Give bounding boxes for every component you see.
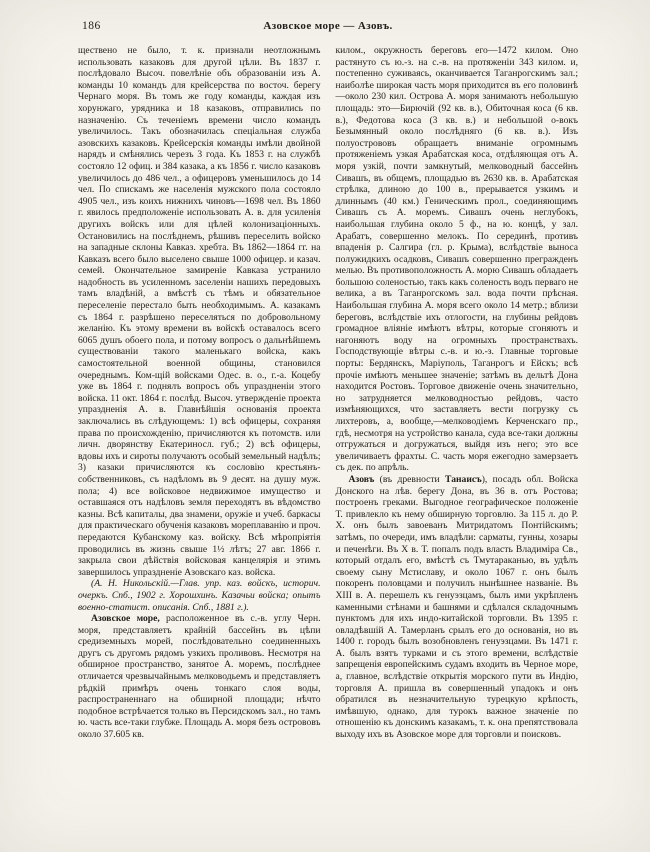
- paragraph-continuation-right: килом., окружность береговъ его—1472 килом. Оно растянуто съ ю.-з. на с.-в. на протяженіи 343 килом. и, постепенно суживаясь, оканчивается Таганрогскимъ зал.; наиболѣе широкая часть моря приходится въ его половинѣ—около 230 кил. Острова А. моря занимаютъ небольшую площадь: это—Бирючій (92 кв. в.), Обиточная коса (6 кв. в.), Федотова коса (3 кв. в.) и небольшой о-вокъ Безымянный около послѣдняго (6 кв. в.). Изъ полуострововъ обращаетъ вниманіе огромнымъ протяженіемъ узкая Арабатская коса, отдѣляющая отъ А. моря узкій, почти замкнутый, мелководный бассейнъ Сивашъ, въ общемъ, площадью въ 2630 кв. в. Арабатская стрѣлка, длиною до 100 в., прерывается узкимъ и длиннымъ (40 км.) Геническимъ прол., соединяющимъ Сивашъ съ А. моремъ. Сивашъ очень неглубокъ, наибольшая глубина около 5 ф., на ю. концѣ, у зал. Арабатъ, совершенно мелокъ. По серединѣ, противъ впаденія р. Салгира (гл. р. Крыма), вслѣдствіе выноса полужидкихъ осадковъ, Сивашъ совершенно прегражденъ мелью. Въ противоположность А. морю Сивашъ обладаетъ большою соленостью, такъ какъ соленость водъ перваго не велика, а въ Таганрогскомъ зал. вода почти прѣсная. Наибольшая глубина А. моря всего около 14 метр.; вблизи береговъ, вслѣдствіе ихъ отлогости, на глубины рейдовъ громадное вліяніе имѣютъ вѣтры, которые сгоняютъ и нагоняютъ воду на огромныхъ пространствахъ. Господствующіе вѣтры с.-в. и ю.-з. Главные торговые порты: Бердянскъ, Маріуполь, Таганрогъ и Ейскъ; всѣ прочіе имѣютъ меньшее значеніе; затѣмъ въ дельтѣ Дона находится Ростовъ. Торговое движеніе очень значительно, но затрудняется мелководностью рейдовъ, часто измѣняющихся, что заставляетъ вести погрузку съ лихтеровъ, а, вообще,—мелководіемъ Керченскаго пр., гдѣ, несмотря на устройство канала, суда все-таки должны отгружаться и догружаться, выйдя изъ него; это все увеличиваетъ фрахты. С. часть моря ежегодно замерзаетъ съ дек. по апрѣль.: [335, 45, 579, 474]
- page-number: 186: [82, 20, 101, 32]
- paragraph-attribution: (А. Н. Никольскій.—Глав. упр. каз. войскъ, историч. очеркъ. Спб., 1902 г. Хорошхинъ. Казачьи войска; опытъ военно-статист. описанія. Спб., 1881 г.).: [78, 578, 321, 613]
- entry-azovskoe-more: [78, 613, 321, 741]
- page-header: [78, 20, 578, 38]
- text-columns: [78, 45, 578, 741]
- entry-azov-parenthetical: (въ древности: [374, 473, 446, 485]
- running-header: Азовское море — Азовъ.: [263, 20, 393, 32]
- entry-azov: [336, 474, 579, 741]
- right-column: [336, 45, 579, 741]
- paragraph-continuation-left: ществено не было, т. к. признали неотложнымъ использовать казаковъ для другой цѣли. Въ 1837 г. послѣдовало Высоч. повелѣніе объ образованіи изъ А. команды 10 командъ для крейсерства по восточ. берегу Чернаго моря. Въ томъ же году команды, каждая изъ хорунжаго, урядника и 18 казаковъ, отправились по назначенію. Съ теченіемъ времени число командъ увеличилось. Такъ обозначилась спеціальная служба азовскихъ казаковъ. Крейсерскія команды имѣли двойной нарядъ и смѣнялись черезъ 3 года. Къ 1853 г. на службѣ состояло 12 офиц. и 384 казака, а къ 1856 г. число казаковъ увеличилось до 486 чел., а офицеровъ уменьшилось до 14 чел. По спискамъ же населенія мужского пола состояло 4905 чел., изъ коихъ нижнихъ чиновъ—1698 чел. Въ 1860 г. явилось предположеніе использовать А. в. для усиленія другихъ войскъ или для цѣлей колонизаціонныхъ. Остановились на послѣднемъ, рѣшивъ переселить войско на западные склоны Кавказ. хребта. Въ 1862—1864 гг. на Кавказъ всего было выселено свыше 1000 офицер. и казач. семей. Окончательное замиреніе Кавказа устранило надобность въ усиленномъ заселеніи нашихъ передовыхъ тамъ владѣній, а вмѣстѣ съ тѣмъ и обязательное переселеніе перестало быть необходимымъ. А. казакамъ съ 1864 г. разрѣшено переселяться по добровольному желанію. Къ этому времени въ войскѣ оставалось всего 6065 душъ обоего пола, и потому вопросъ о дальнѣйшемъ существованіи такого маленькаго войска, какъ самостоятельной военной общины, становился очереднымъ. Ком-щій войсками Одес. в. о., г.-а. Коцебу уже въ 1864 г. поднялъ вопросъ объ упраздненіи этого войска. 11 окт. 1864 г. послѣд. Высоч. утвержденіе проекта упраздненія А. в. Главнѣйшія основанія проекта заключались въ слѣдующемъ: 1) всѣ офицеры, сохраняя права по происхожденію, причисляются къ потомств. или личн. дворянству Екатериносл. губ.; 2) всѣ офицеры, вдовы ихъ и сироты получаютъ особый земельный надѣлъ; 3) казаки причисляются къ сословію крестьянъ-собственниковъ, съ надѣломъ въ 9 десят. на душу муж. пола; 4) все войсковое недвижимое имущество и оставшаяся отъ надѣловъ земля переходятъ въ вѣдомство казны. Всѣ капиталы, два знамени, оружіе и учеб. баркасы для практическаго обученія казаковъ мореплаванію и проч. передаются Кубанскому каз. войску. Всѣ мѣропріятія проводились въ жизнь свыше 1½ лѣтъ; 27 авг. 1866 г. закрыла свои дѣйствія войсковая канцелярія и этимъ завершилось упраздненіе Азовскаго каз. войска.: [78, 45, 321, 578]
- entry-title-tanais: Танаисъ: [445, 473, 482, 485]
- entry-title-azovskoe-more: Азовское море,: [91, 613, 160, 625]
- entry-body-azovskoe-more: расположенное въ с.-в. углу Черн. моря, представляетъ крайній бассейнъ въ цѣпи средиземныхъ морей, послѣдовательно соединенныхъ другъ съ другомъ рядомъ узкихъ проливовъ. Несмотря на обширное пространство, занятое А. моремъ, послѣднее отличается чрезвычайнымъ мелководьемъ и представляетъ рѣдкій примѣръ очень тонкаго слоя воды, распространеннаго на обширной площади; нѣчто подобное встрѣчается только въ Персидскомъ зал., но тамъ ю. часть все-таки глубже. Площадь А. моря безъ острововъ около 37.605 кв.: [78, 613, 321, 741]
- left-column: [78, 45, 321, 741]
- entry-body-azov: ), посадъ обл. Войска Донского на лѣв. берегу Дона, въ 36 в. отъ Ростова; построенъ греками. Выгодное географическое положеніе Т. привлекло къ нему обширную торговлю. За 115 л. до Р. Х. онъ былъ завоеванъ Митридатомъ Понтійскимъ; затѣмъ, по очереди, имъ владѣли: сарматы, гунны, хозары и печенѣги. Въ X в. Т. попалъ подъ власть Владиміра Св., который отдалъ его, вмѣстѣ съ Тмутараканью, въ удѣлъ своему сыну Мстиславу, и около 1067 г. онъ былъ покоренъ половцами и получилъ нынѣшнее названіе. Въ XIII в. А. перешелъ къ генуэзцамъ, былъ ими укрѣпленъ каменными стѣнами и башнями и сдѣлался складочнымъ пунктомъ для ихъ индо-китайской торговли. Въ 1395 г. овладѣвшій А. Тамерланъ срылъ его до основанія, но въ 1400 г. городъ былъ возобновленъ генуэзцами. Въ 1471 г. А. былъ взятъ турками и съ этого времени, вслѣдствіе запрещенія европейскимъ судамъ входить въ Черное море, а, главное, вслѣдствіе открытія морского пути въ Индію, торговля А. пришла въ совершенный упадокъ и онъ обратился въ незначительную турецкую крѣпость, имѣвшую, однако, для турокъ важное значеніе по отношенію къ донскимъ казакамъ, т. к. она препятствовала выходу ихъ въ Азовское море для торговли и поисковъ.: [335, 473, 578, 741]
- entry-title-azov: Азовъ: [348, 473, 375, 485]
